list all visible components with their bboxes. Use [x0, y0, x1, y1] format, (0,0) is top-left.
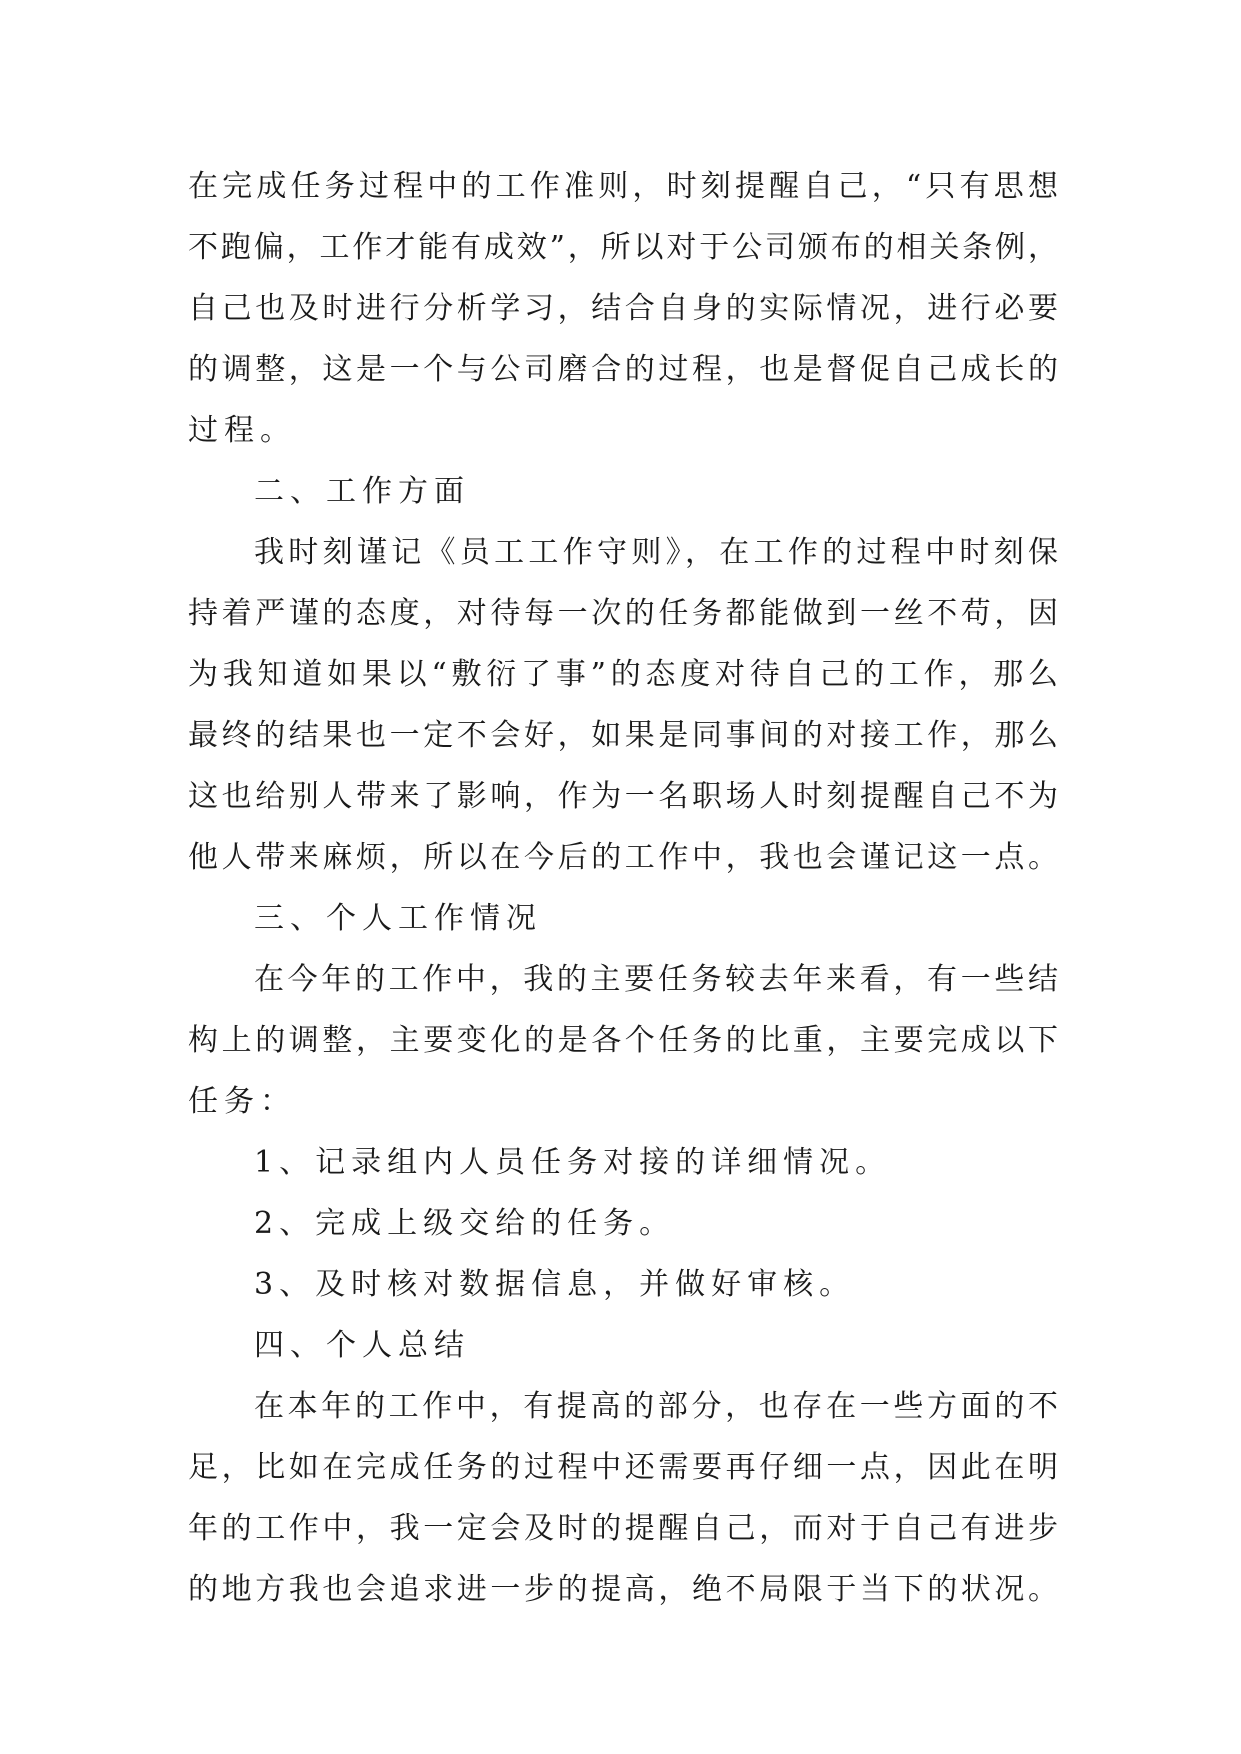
text-line: 年的工作中，我一定会及时的提醒自己，而对于自己有进步 — [188, 1511, 1058, 1546]
text-line: 不跑偏，工作才能有成效”，所以对于公司颁布的相关条例， — [188, 230, 1058, 265]
text-line: 足，比如在完成任务的过程中还需要再仔细一点，因此在明 — [188, 1450, 1058, 1485]
text-line: 最终的结果也一定不会好，如果是同事间的对接工作，那么 — [188, 718, 1058, 753]
list-item: 3、及时核对数据信息，并做好审核。 — [254, 1267, 856, 1302]
text-line: 的地方我也会追求进一步的提高，绝不局限于当下的状况。 — [188, 1572, 1058, 1607]
text-line: 自己也及时进行分析学习，结合自身的实际情况，进行必要 — [188, 291, 1058, 326]
paragraph-first-line: 在今年的工作中，我的主要任务较去年来看，有一些结 — [254, 962, 1058, 997]
text-line: 为我知道如果以“敷衍了事”的态度对待自己的工作，那么 — [188, 657, 1058, 692]
document-body — [188, 156, 1058, 1620]
list-item: 1、记录组内人员任务对接的详细情况。 — [254, 1145, 892, 1180]
text-line: 这也给别人带来了影响，作为一名职场人时刻提醒自己不为 — [188, 779, 1058, 814]
text-line: 任务： — [188, 1084, 296, 1119]
text-line: 持着严谨的态度，对待每一次的任务都能做到一丝不苟，因 — [188, 596, 1058, 631]
section-heading: 三、个人工作情况 — [254, 901, 542, 936]
text-line: 他人带来麻烦，所以在今后的工作中，我也会谨记这一点。 — [188, 840, 1058, 875]
text-line: 的调整，这是一个与公司磨合的过程，也是督促自己成长的 — [188, 352, 1058, 387]
section-heading: 二、工作方面 — [254, 474, 470, 509]
text-line: 在完成任务过程中的工作准则，时刻提醒自己，“只有思想 — [188, 169, 1058, 204]
list-item: 2、完成上级交给的任务。 — [254, 1206, 676, 1241]
paragraph-first-line: 我时刻谨记《员工工作守则》，在工作的过程中时刻保 — [254, 535, 1058, 570]
section-heading: 四、个人总结 — [254, 1328, 470, 1363]
paragraph-first-line: 在本年的工作中，有提高的部分，也存在一些方面的不 — [254, 1389, 1058, 1424]
text-line: 构上的调整，主要变化的是各个任务的比重，主要完成以下 — [188, 1023, 1058, 1058]
text-line: 过程。 — [188, 413, 296, 448]
